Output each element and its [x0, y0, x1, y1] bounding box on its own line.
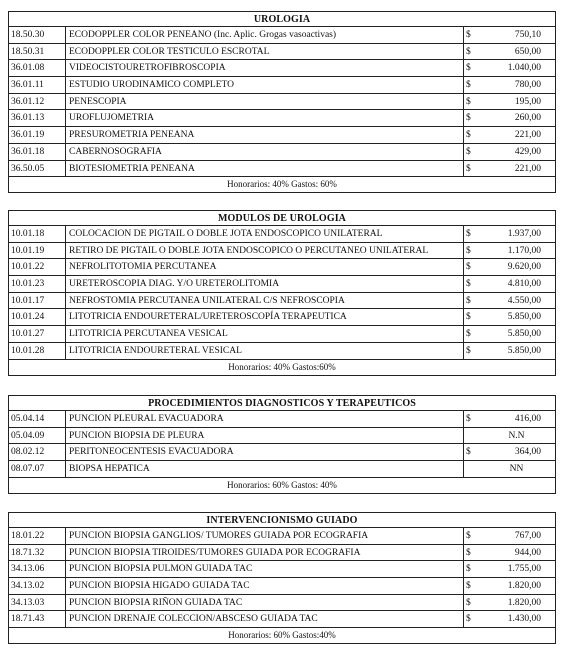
- amount-cell: 5.850,00: [507, 312, 541, 323]
- description-cell: PUNCION PLEURAL EVACUADORA: [66, 411, 464, 427]
- amount-cell: N.N: [508, 430, 525, 441]
- code-cell: 05.04.09: [9, 428, 66, 444]
- table-row: [9, 243, 555, 260]
- description-cell: PUNCION BIOPSIA HIGADO GUIADA TAC: [66, 578, 464, 594]
- code-cell: 18.01.22: [9, 528, 66, 544]
- table-row: [9, 595, 555, 612]
- description-cell: COLOCACION DE PIGTAIL O DOBLE JOTA ENDOSCOPICO UNILATERAL: [66, 226, 464, 242]
- table-row: [9, 428, 555, 445]
- code-cell: 36.01.11: [9, 77, 66, 93]
- table-row: [9, 226, 555, 243]
- code-cell: 05.04.14: [9, 411, 66, 427]
- code-cell: 36.01.18: [9, 144, 66, 160]
- table-row: [9, 60, 555, 77]
- description-cell: BIOTESIOMETRIA PENEANA: [66, 161, 464, 177]
- amount-cell: 260,00: [514, 113, 541, 124]
- code-cell: 36.01.19: [9, 127, 66, 143]
- code-cell: 08.02.12: [9, 444, 66, 460]
- currency-cell: $: [466, 295, 471, 306]
- code-cell: 10.01.24: [9, 309, 66, 325]
- code-cell: 36.01.08: [9, 60, 66, 76]
- table-row: [9, 343, 555, 360]
- description-cell: LITOTRICIA ENDOURETERAL VESICAL: [66, 343, 464, 359]
- amount-cell: 1.820,00: [507, 597, 541, 608]
- description-cell: RETIRO DE PIGTAIL O DOBLE JOTA ENDOSCOPICO O PERCUTANEO UNILATERAL: [66, 243, 464, 259]
- currency-cell: $: [466, 329, 471, 340]
- table-row: [9, 611, 555, 628]
- code-cell: 18.50.30: [9, 27, 66, 43]
- currency-cell: $: [466, 262, 471, 273]
- table-row: [9, 259, 555, 276]
- code-cell: 10.01.27: [9, 326, 66, 342]
- currency-cell: $: [466, 46, 471, 57]
- section-title: UROLOGIA: [9, 12, 555, 27]
- table-row: [9, 110, 555, 127]
- section-title: MODULOS DE UROLOGIA: [9, 211, 555, 226]
- amount-cell: 5.850,00: [507, 345, 541, 356]
- currency-cell: $: [466, 245, 471, 256]
- description-cell: PRESUROMETRIA PENEANA: [66, 127, 464, 143]
- description-cell: PUNCION BIOPSIA PULMON GUIADA TAC: [66, 561, 464, 577]
- description-cell: PUNCION BIOPSIA RIÑON GUIADA TAC: [66, 595, 464, 611]
- description-cell: PENESCOPIA: [66, 94, 464, 110]
- amount-cell: 750,10: [514, 30, 541, 40]
- currency-cell: $: [466, 447, 471, 458]
- description-cell: ESTUDIO URODINAMICO COMPLETO: [66, 77, 464, 93]
- section-modulos-de-urologia: [8, 210, 556, 376]
- description-cell: CABERNOSOGRAFIA: [66, 144, 464, 160]
- currency-cell: $: [466, 80, 471, 91]
- currency-cell: $: [466, 146, 471, 157]
- section-footer: Honorarios: 40% Gastos:60%: [228, 361, 336, 372]
- amount-cell: 221,00: [514, 163, 541, 174]
- code-cell: 36.01.13: [9, 110, 66, 126]
- code-cell: 34.13.03: [9, 595, 66, 611]
- currency-cell: $: [466, 113, 471, 124]
- amount-cell: 1.937,00: [507, 229, 541, 239]
- description-cell: PUNCION DRENAJE COLECCION/ABSCESO GUIADA TAC: [66, 611, 464, 627]
- code-cell: 36.01.12: [9, 94, 66, 110]
- currency-cell: $: [466, 614, 471, 625]
- description-cell: NEFROSTOMIA PERCUTANEA UNILATERAL C/S NEFROSCOPIA: [66, 293, 464, 309]
- section-procedimientos: [8, 395, 556, 494]
- currency-cell: $: [466, 96, 471, 107]
- amount-cell: 1.170,00: [507, 245, 541, 256]
- table-row: [9, 127, 555, 144]
- description-cell: BIOPSA HEPATICA: [66, 461, 464, 477]
- code-cell: 18.71.32: [9, 545, 66, 561]
- amount-cell: 1.040,00: [507, 63, 541, 74]
- currency-cell: $: [466, 63, 471, 74]
- table-row: [9, 578, 555, 595]
- table-row: [9, 94, 555, 111]
- description-cell: URETEROSCOPIA DIAG. Y/O URETEROLITOMIA: [66, 276, 464, 292]
- code-cell: 10.01.19: [9, 243, 66, 259]
- amount-cell: 429,00: [514, 146, 541, 157]
- amount-cell: 9.620,00: [507, 262, 541, 273]
- amount-cell: 767,00: [514, 531, 541, 541]
- table-row: [9, 411, 555, 428]
- currency-cell: $: [466, 229, 471, 239]
- description-cell: VIDEOCISTOURETROFIBROSCOPIA: [66, 60, 464, 76]
- code-cell: 34.13.02: [9, 578, 66, 594]
- currency-cell: [464, 428, 478, 444]
- section-intervencionismo-guiado: [8, 512, 556, 644]
- table-row: [9, 309, 555, 326]
- amount-cell: 4.810,00: [507, 279, 541, 290]
- amount-cell: 221,00: [514, 130, 541, 141]
- description-cell: PUNCION BIOPSIA DE PLEURA: [66, 428, 464, 444]
- table-row: [9, 161, 555, 178]
- description-cell: LITOTRICIA PERCUTANEA VESICAL: [66, 326, 464, 342]
- description-cell: ECODOPPLER COLOR TESTICULO ESCROTAL: [66, 44, 464, 60]
- description-cell: LITOTRICIA ENDOURETERAL/URETEROSCOPÍA TERAPEUTICA: [66, 309, 464, 325]
- currency-cell: $: [466, 130, 471, 141]
- currency-cell: $: [466, 547, 471, 558]
- table-row: [9, 27, 555, 44]
- table-row: [9, 44, 555, 61]
- description-cell: PERITONEOCENTESIS EVACUADORA: [66, 444, 464, 460]
- table-row: [9, 461, 555, 478]
- section-title: PROCEDIMIENTOS DIAGNOSTICOS Y TERAPEUTICOS: [9, 396, 555, 411]
- amount-cell: NN: [509, 464, 524, 475]
- currency-cell: [464, 461, 478, 477]
- currency-cell: $: [466, 581, 471, 592]
- amount-cell: 780,00: [514, 80, 541, 91]
- section-footer: Honorarios: 40% Gastos: 60%: [227, 179, 337, 190]
- currency-cell: $: [466, 30, 471, 40]
- code-cell: 10.01.22: [9, 259, 66, 275]
- code-cell: 34.13.06: [9, 561, 66, 577]
- table-row: [9, 326, 555, 343]
- amount-cell: 1.755,00: [507, 564, 541, 575]
- currency-cell: $: [466, 531, 471, 541]
- table-row: [9, 144, 555, 161]
- code-cell: 18.71.43: [9, 611, 66, 627]
- table-row: [9, 77, 555, 94]
- amount-cell: 4.550,00: [507, 295, 541, 306]
- currency-cell: $: [466, 312, 471, 323]
- amount-cell: 944,00: [514, 547, 541, 558]
- description-cell: PUNCION BIOPSIA TIROIDES/TUMORES GUIADA POR ECOGRAFIA: [66, 545, 464, 561]
- amount-cell: 1.820,00: [507, 581, 541, 592]
- currency-cell: $: [466, 564, 471, 575]
- amount-cell: 1.430,00: [507, 614, 541, 625]
- table-row: [9, 528, 555, 545]
- currency-cell: $: [466, 279, 471, 290]
- code-cell: 08.07.07: [9, 461, 66, 477]
- section-title: INTERVENCIONISMO GUIADO: [9, 513, 555, 528]
- description-cell: ECODOPPLER COLOR PENEANO (Inc. Aplic. Grogas vasoactivas): [66, 27, 464, 43]
- table-row: [9, 545, 555, 562]
- table-row: [9, 276, 555, 293]
- currency-cell: $: [466, 414, 471, 424]
- code-cell: 10.01.28: [9, 343, 66, 359]
- section-footer: Honorarios: 60% Gastos:40%: [228, 630, 336, 641]
- description-cell: NEFROLITOTOMIA PERCUTANEA: [66, 259, 464, 275]
- amount-cell: 650,00: [514, 46, 541, 57]
- table-row: [9, 293, 555, 310]
- amount-cell: 364,00: [514, 447, 541, 458]
- amount-cell: 416,00: [514, 414, 541, 424]
- description-cell: PUNCION BIOPSIA GANGLIOS/ TUMORES GUIADA POR ECOGRAFIA: [66, 528, 464, 544]
- code-cell: 36.50.05: [9, 161, 66, 177]
- currency-cell: $: [466, 163, 471, 174]
- table-row: [9, 561, 555, 578]
- currency-cell: $: [466, 345, 471, 356]
- section-footer: Honorarios: 60% Gastos: 40%: [227, 479, 337, 490]
- section-urologia: [8, 11, 556, 193]
- code-cell: 18.50.31: [9, 44, 66, 60]
- code-cell: 10.01.17: [9, 293, 66, 309]
- table-row: [9, 444, 555, 461]
- amount-cell: 195,00: [514, 96, 541, 107]
- code-cell: 10.01.18: [9, 226, 66, 242]
- code-cell: 10.01.23: [9, 276, 66, 292]
- amount-cell: 5.850,00: [507, 329, 541, 340]
- description-cell: UROFLUJOMETRIA: [66, 110, 464, 126]
- currency-cell: $: [466, 597, 471, 608]
